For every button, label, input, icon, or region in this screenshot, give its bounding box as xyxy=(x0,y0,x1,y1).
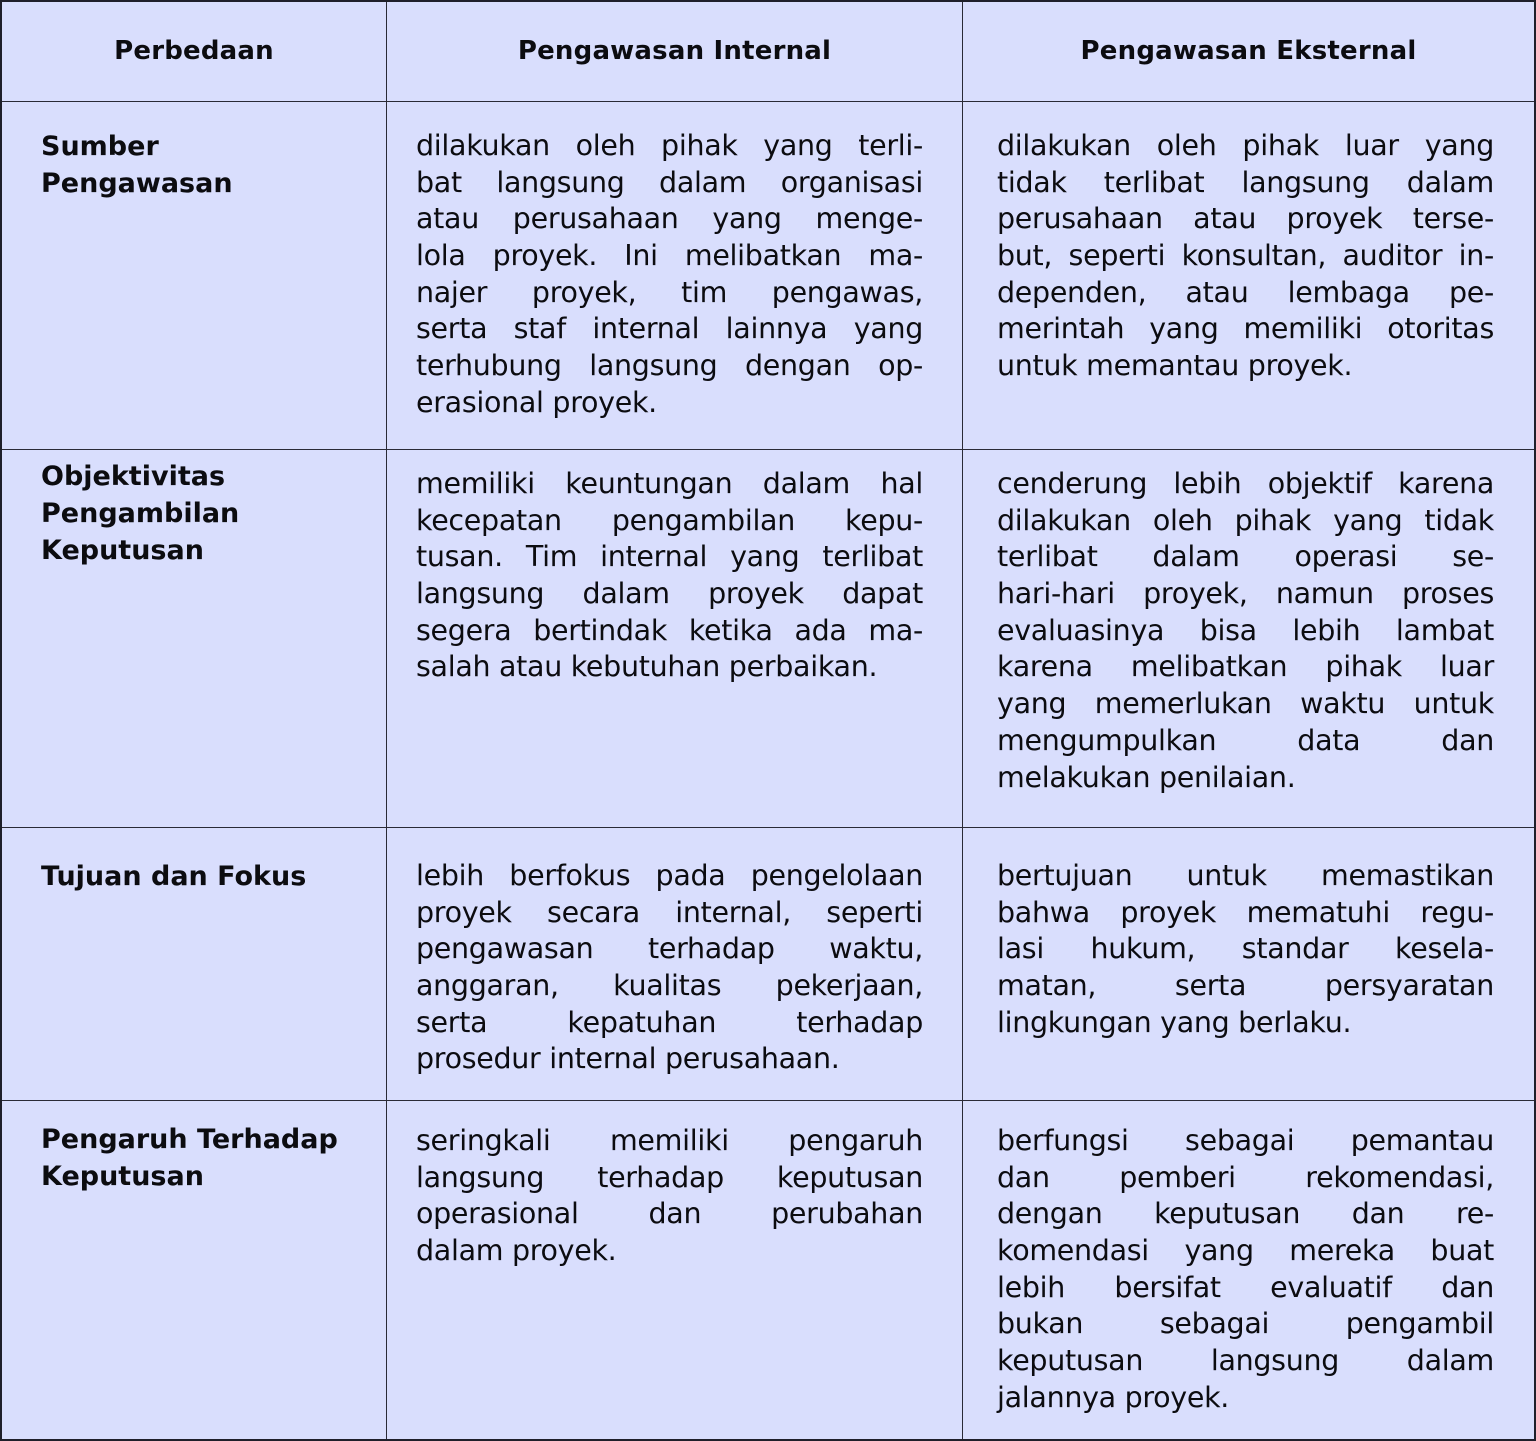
text-line: proyek secara internal, seperti xyxy=(416,895,923,929)
text-line: Pengaruh Terhadap xyxy=(41,1124,338,1155)
aspect-cell xyxy=(2,102,387,449)
text-line: hari-hari proyek, namun proses xyxy=(997,577,1494,611)
table-header-row xyxy=(2,2,1534,102)
text-line: memiliki keuntungan dalam hal xyxy=(416,467,923,500)
text-line: Keputusan xyxy=(41,535,204,566)
text-line: komendasi yang mereka buat xyxy=(997,1234,1494,1268)
text-line: bahwa proyek mematuhi regu- xyxy=(997,895,1494,929)
text-line: serta staf internal lainnya yang xyxy=(416,312,923,346)
text-line: bukan sebagai pengambil xyxy=(997,1307,1494,1341)
table-row xyxy=(2,1101,1534,1439)
text-line: salah atau kebutuhan perbaikan. xyxy=(416,650,878,684)
aspect-label xyxy=(41,1121,338,1195)
text-line: dan pemberi rekomendasi, xyxy=(997,1160,1494,1194)
text-line: kecepatan pengambilan kepu- xyxy=(416,503,923,537)
internal-cell xyxy=(387,828,963,1100)
header-label: Perbedaan xyxy=(114,35,274,66)
text-line: langsung dalam proyek dapat xyxy=(416,577,923,611)
text-line: anggaran, kualitas pekerjaan, xyxy=(416,969,923,1003)
text-line: langsung terhadap keputusan xyxy=(416,1160,923,1194)
text-line: dilakukan oleh pihak yang tidak xyxy=(997,503,1494,537)
external-cell xyxy=(963,1101,1534,1439)
text-line: dilakukan oleh pihak yang terli- xyxy=(416,129,923,162)
text-line: cenderung lebih objektif karena xyxy=(997,467,1494,500)
header-label: Pengawasan Eksternal xyxy=(1080,35,1417,66)
table-row xyxy=(2,828,1534,1101)
internal-cell xyxy=(387,1101,963,1439)
text-line: dengan keputusan dan re- xyxy=(997,1197,1494,1231)
text-line: yang memerlukan waktu untuk xyxy=(997,687,1494,721)
text-line: tusan. Tim internal yang terlibat xyxy=(416,540,923,574)
text-line: matan, serta persyaratan xyxy=(997,969,1494,1003)
external-text xyxy=(997,128,1494,385)
text-line: Pengambilan xyxy=(41,498,240,529)
table-row xyxy=(2,450,1534,828)
header-cell-perbedaan xyxy=(2,2,387,101)
text-line: prosedur internal perusahaan. xyxy=(416,1042,840,1076)
text-line: erasional proyek. xyxy=(416,385,657,419)
text-line: lebih bersifat evaluatif dan xyxy=(997,1270,1494,1304)
table-row xyxy=(2,102,1534,450)
text-line: lola proyek. Ini melibatkan ma- xyxy=(416,239,923,273)
internal-text xyxy=(416,1123,923,1270)
text-line: lingkungan yang berlaku. xyxy=(997,1005,1352,1039)
text-line: dependen, atau lembaga pe- xyxy=(997,275,1494,309)
external-text xyxy=(997,858,1494,1041)
aspect-cell xyxy=(2,450,387,827)
text-line: terhubung langsung dengan op- xyxy=(416,349,923,383)
text-line: karena melibatkan pihak luar xyxy=(997,650,1494,684)
header-label: Pengawasan Internal xyxy=(517,35,832,66)
text-line: mengumpulkan data dan xyxy=(997,723,1494,757)
text-line: operasional dan perubahan xyxy=(416,1197,923,1231)
text-line: keputusan langsung dalam xyxy=(997,1344,1494,1378)
aspect-label xyxy=(41,128,233,202)
text-line: bat langsung dalam organisasi xyxy=(416,165,923,199)
text-line: melakukan penilaian. xyxy=(997,760,1296,794)
text-line: merintah yang memiliki otoritas xyxy=(997,312,1494,346)
text-line: Tujuan dan Fokus xyxy=(41,861,307,892)
text-line: lasi hukum, standar kesela- xyxy=(997,932,1494,966)
external-cell xyxy=(963,102,1534,449)
external-cell xyxy=(963,828,1534,1100)
text-line: Pengawasan xyxy=(41,168,233,199)
text-line: segera bertindak ketika ada ma- xyxy=(416,613,923,647)
text-line: dilakukan oleh pihak luar yang xyxy=(997,129,1494,162)
text-line: serta kepatuhan terhadap xyxy=(416,1005,923,1039)
aspect-cell xyxy=(2,828,387,1100)
header-cell-internal xyxy=(387,2,963,101)
external-text xyxy=(997,1123,1494,1417)
header-cell-external xyxy=(963,2,1534,101)
internal-cell xyxy=(387,102,963,449)
external-cell xyxy=(963,450,1534,827)
text-line: evaluasinya bisa lebih lambat xyxy=(997,613,1494,647)
text-line: najer proyek, tim pengawas, xyxy=(416,275,923,309)
external-text xyxy=(997,466,1494,796)
internal-text xyxy=(416,466,923,686)
text-line: berfungsi sebagai pemantau xyxy=(997,1124,1494,1157)
text-line: Keputusan xyxy=(41,1161,204,1192)
text-line: perusahaan atau proyek terse- xyxy=(997,202,1494,236)
internal-cell xyxy=(387,450,963,827)
text-line: atau perusahaan yang menge- xyxy=(416,202,923,236)
internal-text xyxy=(416,858,923,1078)
text-line: jalannya proyek. xyxy=(997,1380,1230,1414)
text-line: dalam proyek. xyxy=(416,1234,617,1268)
text-line: terlibat dalam operasi se- xyxy=(997,540,1494,574)
text-line: Sumber xyxy=(41,131,159,162)
text-line: pengawasan terhadap waktu, xyxy=(416,932,923,966)
aspect-cell xyxy=(2,1101,387,1439)
aspect-label xyxy=(41,458,239,569)
text-line: seringkali memiliki pengaruh xyxy=(416,1124,923,1157)
internal-text xyxy=(416,128,923,422)
text-line: tidak terlibat langsung dalam xyxy=(997,165,1494,199)
aspect-label xyxy=(41,858,306,895)
text-line: untuk memantau proyek. xyxy=(997,349,1353,383)
text-line: Objektivitas xyxy=(41,461,226,492)
text-line: lebih berfokus pada pengelolaan xyxy=(416,859,923,892)
text-line: bertujuan untuk memastikan xyxy=(997,859,1494,892)
text-line: but, seperti konsultan, auditor in- xyxy=(997,239,1494,273)
